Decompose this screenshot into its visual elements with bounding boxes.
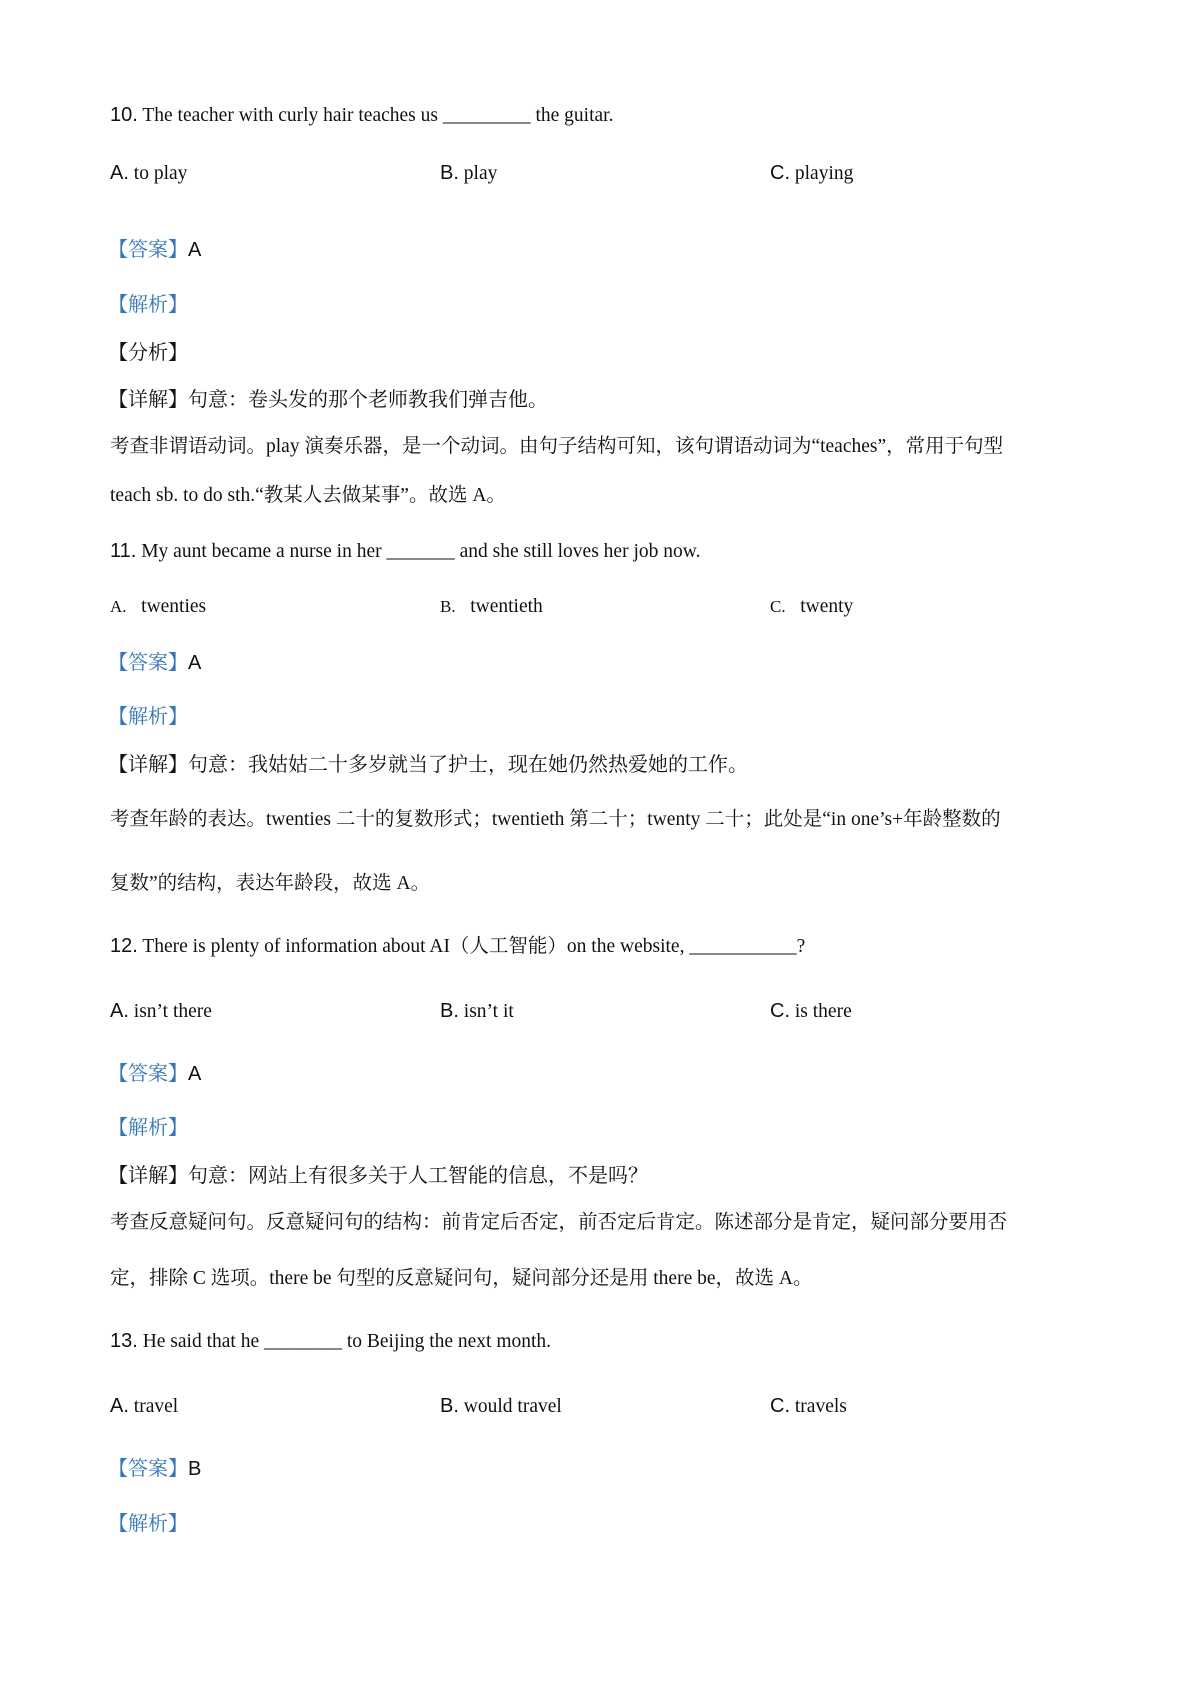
question-12-explain-line-2: 定，排除 C 选项。there be 句型的反意疑问句，疑问部分还是用 there be，故选 A。 <box>110 1268 813 1289</box>
question-10-stem: 10. The teacher with curly hair teaches us _________ the guitar. <box>110 104 614 126</box>
question-10-analysis-tag: 【解析】 <box>108 294 188 316</box>
question-10-option-a: A. to play <box>110 162 188 184</box>
question-13-option-c: C. travels <box>770 1395 847 1417</box>
question-10-explain-line-2: teach sb. to do sth.“教某人去做某事”。故选 A。 <box>110 485 506 506</box>
question-12-option-c: C. is there <box>770 1000 852 1022</box>
question-12-option-a: A. isn’t there <box>110 1000 212 1022</box>
question-10-option-b: B. play <box>440 162 498 184</box>
question-13-answer: 【答案】B <box>108 1458 202 1480</box>
question-12-option-b: B. isn’t it <box>440 1000 514 1022</box>
question-10-option-c: C. playing <box>770 162 854 184</box>
question-12-explain-line-1: 考查反意疑问句。反意疑问句的结构：前肯定后否定，前否定后肯定。陈述部分是肯定，疑问部分要用否 <box>110 1212 1008 1233</box>
question-12-stem: 12. There is plenty of information about AI（人工智能）on the website, ___________? <box>110 935 806 957</box>
question-10-answer: 【答案】A <box>108 239 202 261</box>
question-11-option-c: C. twenty <box>770 596 854 617</box>
question-12-answer: 【答案】A <box>108 1063 202 1085</box>
question-10-explain-line-1: 考查非谓语动词。play 演奏乐器，是一个动词。由句子结构可知，该句谓语动词为“teaches”，常用于句型 <box>110 436 1004 457</box>
question-11-analysis-tag: 【解析】 <box>108 706 188 728</box>
question-11-detail: 【详解】句意：我姑姑二十多岁就当了护士，现在她仍然热爱她的工作。 <box>108 754 748 776</box>
question-11-stem: 11. My aunt became a nurse in her _______ and she still loves her job now. <box>110 540 701 562</box>
question-11-option-a: A. twenties <box>110 596 207 617</box>
question-13-option-a: A. travel <box>110 1395 179 1417</box>
question-11-explain-line-2: 复数”的结构，表达年龄段，故选 A。 <box>110 873 431 894</box>
question-10-fenxi-tag: 【分析】 <box>108 342 188 364</box>
question-13-analysis-tag: 【解析】 <box>108 1513 188 1535</box>
question-11-option-b: B. twentieth <box>440 596 543 617</box>
question-13-option-b: B. would travel <box>440 1395 562 1417</box>
question-12-detail: 【详解】句意：网站上有很多关于人工智能的信息，不是吗？ <box>108 1165 648 1187</box>
question-11-answer: 【答案】A <box>108 652 202 674</box>
question-13-stem: 13. He said that he ________ to Beijing the next month. <box>110 1330 552 1352</box>
question-11-explain-line-1: 考查年龄的表达。twenties 二十的复数形式；twentieth 第二十；twenty 二十；此处是“in one’s+年龄整数的 <box>110 809 1001 830</box>
question-10-detail: 【详解】句意：卷头发的那个老师教我们弹吉他。 <box>108 389 548 411</box>
question-12-analysis-tag: 【解析】 <box>108 1117 188 1139</box>
